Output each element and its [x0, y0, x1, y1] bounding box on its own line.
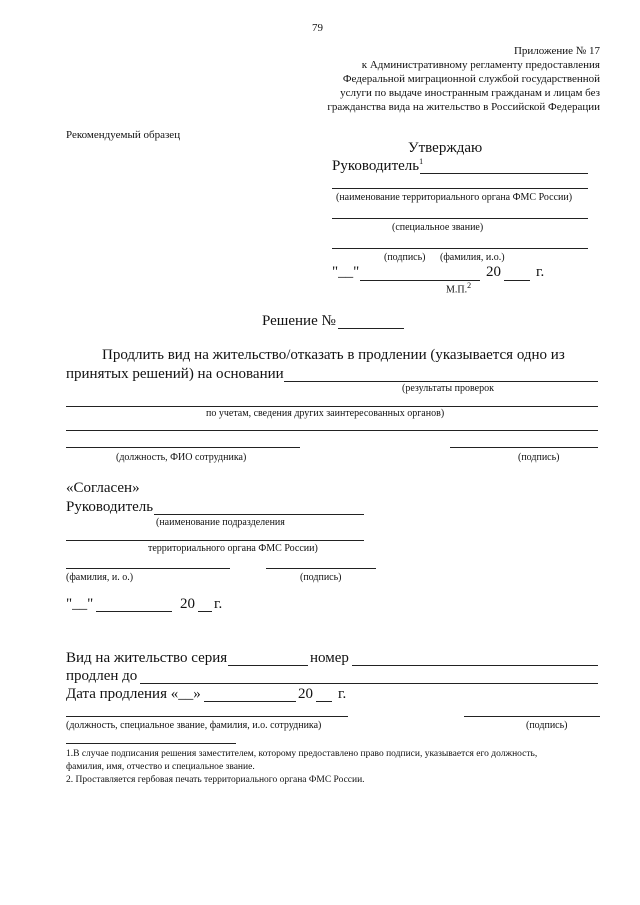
agreed-head-label: Руководитель [66, 499, 154, 515]
footnote-ref: 1 [419, 157, 424, 166]
appendix-line: услуги по выдаче иностранным гражданам и лицам без [340, 87, 600, 99]
permit-series-label: Вид на жительство серия [66, 650, 228, 666]
caption-rank: (специальное звание) [392, 222, 484, 233]
agreed-date-year-suffix: г. [214, 596, 223, 612]
caption-organ: (наименование территориального органа ФМС России) [336, 192, 573, 203]
permit-signature-line [464, 716, 600, 717]
permit-date-year-line [316, 701, 332, 702]
permit-date-label: Дата продления «__» [66, 686, 201, 702]
caption-name: (фамилия, и.о.) [440, 252, 505, 263]
caption-results: (результаты проверок [402, 383, 494, 394]
agreed-head-line [154, 514, 364, 515]
permit-extended-line [140, 683, 598, 684]
permit-number-label: номер [310, 650, 349, 666]
position-line [66, 447, 300, 448]
permit-date-year: 20 [298, 686, 313, 702]
agreed-signature-line [266, 568, 376, 569]
caption-permit-signature: (подпись) [526, 720, 568, 731]
decision-text-line1: Продлить вид на жительство/отказать в продлении (указывается одно из [102, 347, 565, 363]
agreed-name-line [66, 568, 230, 569]
head-signature-line [420, 173, 588, 174]
caption-permit-position: (должность, специальное звание, фамилия, и.о. сотрудника) [66, 720, 322, 731]
page-number: 79 [312, 22, 323, 34]
caption-subdivision: (наименование подразделения [156, 517, 285, 528]
footnote-1-line2: фамилия, имя, отчество и специальное звание. [66, 762, 255, 772]
footnote-1-line1: 1.В случае подписания решения заместителем, которому предоставлено право подписи, указывается его должность, [66, 749, 538, 759]
appendix-header [327, 44, 600, 114]
caption-results-cont: по учетам, сведения других заинтересованных органов) [206, 408, 445, 419]
approval-head-label [332, 157, 423, 175]
agreed-date-year: 20 [180, 596, 195, 612]
decision-basis-line2 [66, 406, 598, 407]
decision-title: Решение № [262, 313, 336, 329]
recommended-sample-label: Рекомендуемый образец [66, 129, 181, 141]
appendix-line: Федеральной миграционной службой государственной [342, 73, 600, 85]
approval-date-year-suffix: г. [536, 264, 545, 280]
decision-number-line [338, 328, 404, 329]
stamp-ref: 2 [467, 281, 472, 290]
head-label-text: Руководитель [332, 158, 420, 174]
permit-position-line [66, 716, 348, 717]
permit-date-month-line [204, 701, 296, 702]
approval-title: Утверждаю [408, 140, 483, 156]
appendix-line: гражданства вида на жительство в Российской Федерации [327, 101, 600, 113]
permit-number-line [352, 665, 598, 666]
agreed-date-month-line [96, 611, 172, 612]
caption-position: (должность, ФИО сотрудника) [116, 452, 247, 463]
decision-basis-line3 [66, 430, 598, 431]
caption-decision-signature: (подпись) [518, 452, 560, 463]
rank-line [332, 218, 588, 219]
caption-agreed-name: (фамилия, и. о.) [66, 572, 134, 583]
agreed-title: «Согласен» [66, 480, 140, 496]
decision-text-line2: принятых решений) на основании [66, 366, 284, 382]
approval-date-day: "__" [332, 264, 360, 280]
caption-signature: (подпись) [384, 252, 426, 263]
permit-extended-label: продлен до [66, 668, 138, 684]
agreed-organ-line [66, 540, 364, 541]
permit-series-line [228, 665, 308, 666]
approval-date-year: 20 [486, 264, 501, 280]
caption-agreed-signature: (подпись) [300, 572, 342, 583]
agreed-date-day: "__" [66, 596, 94, 612]
stamp-label [446, 281, 471, 295]
signature-line [450, 447, 598, 448]
footnotes [66, 748, 537, 787]
signature-name-line [332, 248, 588, 249]
agreed-date-year-line [198, 611, 212, 612]
permit-date-year-suffix: г. [338, 686, 347, 702]
stamp-text: М.П. [446, 284, 468, 296]
footnote-separator [66, 743, 236, 744]
footnote-2: 2. Проставляется гербовая печать территориального органа ФМС России. [66, 775, 365, 785]
approval-date-year-line [504, 280, 530, 281]
caption-agreed-organ: территориального органа ФМС России) [148, 543, 318, 554]
organ-name-line [332, 188, 588, 189]
appendix-line: к Административному регламенту предоставления [361, 59, 600, 71]
appendix-line: Приложение № 17 [513, 45, 600, 57]
decision-basis-line [284, 381, 598, 382]
